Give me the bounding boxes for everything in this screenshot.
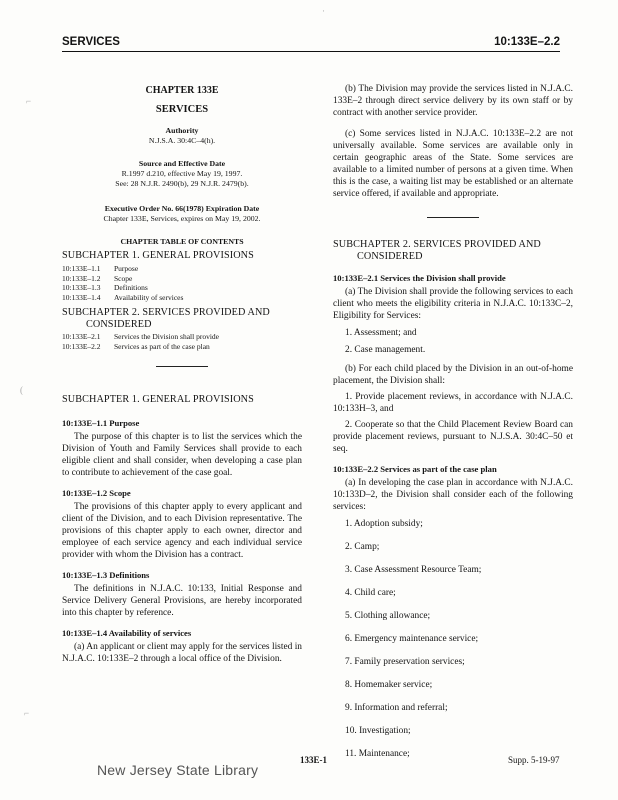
list-item: 5. Clothing allowance; [345,611,431,621]
list-item: 8. Homemaker service; [345,680,433,690]
supplement-date: Supp. 5-19-97 [508,755,560,765]
section-2-2-heading: 10:133E–2.2 Services as part of the case plan [333,464,497,474]
header-right: 10:133E–2.2 [494,36,560,48]
section-2-2-a-text: (a) In developing the case plan in accordance with N.J.A.C. 10:133D–2, the Division shall consider each of the following services: [333,478,573,512]
toc-entry: 10:133E–1.1 Purpose [62,264,139,273]
list-item: 3. Case Assessment Resource Team; [345,565,482,575]
section-1-1-heading: 10:133E–1.1 Purpose [62,418,140,428]
toc-list-1 [62,264,302,302]
running-header [62,36,560,50]
toc-subchapter-2-cont: CONSIDERED [86,319,152,330]
list-item: 10. Investigation; [345,726,411,736]
list-item: 1. Adoption subsidy; [345,519,423,529]
list-item: 2. Case management. [345,345,426,355]
list-item: 2. Camp; [345,542,380,552]
section-2-1-heading: 10:133E–2.1 Services the Division shall provide [333,273,506,283]
section-1-3-heading: 10:133E–1.3 Definitions [62,570,150,580]
header-rule [62,51,560,52]
list-item: 6. Emergency maintenance service; [345,634,479,644]
toc-subchapter-2: SUBCHAPTER 2. SERVICES PROVIDED AND [62,307,270,318]
list-item: 7. Family preservation services; [345,657,465,667]
chapter-number: CHAPTER 133E [145,85,219,96]
list-item: 2. Cooperate so that the Child Placement Review Board can provide placement reviews, pursuant to N.J.S.A. 30:4C–50 et seq. [333,420,573,454]
executive-order-text: Chapter 133E, Services, expires on May 19, 2002. [103,214,261,223]
section-1-4-c-text: (c) Some services listed in N.J.A.C. 10:133E–2.2 are not universally available. Some services are available only in certain geographic areas of the State. Some services are available to a limited number of persons at a given time. When this is the case, a waiting list may be established or an alternate service offered, if available and appropriate. [333,129,573,199]
authority-heading: Authority [165,126,199,135]
toc-subchapter-1: SUBCHAPTER 1. GENERAL PROVISIONS [62,250,254,261]
page-number: 133E-1 [300,755,327,765]
toc-list-2 [62,332,302,351]
scan-mark: ⌐ [26,96,32,106]
toc-entry: 10:133E–1.3 Definitions [62,283,148,292]
list-item: 4. Child care; [345,588,396,598]
section-1-2-text: The provisions of this chapter apply to every applicant and client of the Division, and to each Division representative. The provisions of this chapter apply to each owner, director and employee of each service agency and each individual service provider with whom the Division has a contract. [62,502,302,560]
toc-entry: 10:133E–1.4 Availability of services [62,292,184,302]
chapter-title: SERVICES [155,104,209,115]
section-1-4-heading: 10:133E–1.4 Availability of services [62,628,192,638]
section-1-3-text: The definitions in N.J.A.C. 10:133, Initial Response and Service Delivery General Provisions, are hereby incorporated into this chapter by reference. [62,584,302,618]
source-text-2: See: 28 N.J.R. 2490(b), 29 N.J.R. 2479(b). [115,179,249,188]
list-item: 11. Maintenance; [345,749,410,759]
scan-mark: · [322,6,325,16]
toc-entry: 10:133E–1.2 Scope [62,273,133,283]
section-2-1-b-text: (b) For each child placed by the Division in an out-of-home placement, the Division shall: [333,364,573,386]
toc-heading: CHAPTER TABLE OF CONTENTS [120,237,244,246]
toc-entry: 10:133E–2.1 Services the Division shall provide [62,332,219,341]
subchapter-1-heading: SUBCHAPTER 1. GENERAL PROVISIONS [62,394,254,405]
authority-text: N.J.S.A. 30:4C–4(h). [148,136,216,145]
list-item: 1. Assessment; and [345,328,417,338]
list-item: 9. Information and referral; [345,703,448,713]
section-2-1-a-text: (a) The Division shall provide the following services to each client who meets the eligibility criteria in N.J.A.C. 10:133C–2, Eligibility for Services: [333,287,573,321]
list-item: 1. Provide placement reviews, in accordance with N.J.A.C. 10:133H–3, and [333,392,573,414]
executive-order-heading: Executive Order No. 66(1978) Expiration Date [104,204,260,213]
left-column [62,78,302,665]
section-1-4-a-text: (a) An applicant or client may apply for the services listed in N.J.A.C. 10:133E–2 through a local office of the Division. [62,642,302,664]
section-1-2-heading: 10:133E–1.2 Scope [62,488,131,498]
right-column [333,83,573,760]
scan-mark: ( [20,385,23,395]
subchapter-2-heading: SUBCHAPTER 2. SERVICES PROVIDED AND [333,239,541,250]
section-1-4-b-text: (b) The Division may provide the services listed in N.J.A.C. 133E–2 through direct service delivery by its own staff or by contract with another service provider. [333,84,573,118]
section-1-1-text: The purpose of this chapter is to list the services which the Division of Youth and Family Services shall provide to each eligible client and shall consider, when developing a case plan to contribute to achievement of the case goal. [62,432,302,478]
subchapter-2-heading-cont: CONSIDERED [357,251,423,262]
header-left: SERVICES [62,36,120,48]
library-watermark: New Jersey State Library [97,762,259,778]
scan-mark: ⌐ [24,708,30,718]
toc-entry: 10:133E–2.2 Services as part of the case plan [62,341,210,351]
source-heading: Source and Effective Date [138,159,226,168]
source-text-1: R.1997 d.210, effective May 19, 1997. [121,169,243,178]
